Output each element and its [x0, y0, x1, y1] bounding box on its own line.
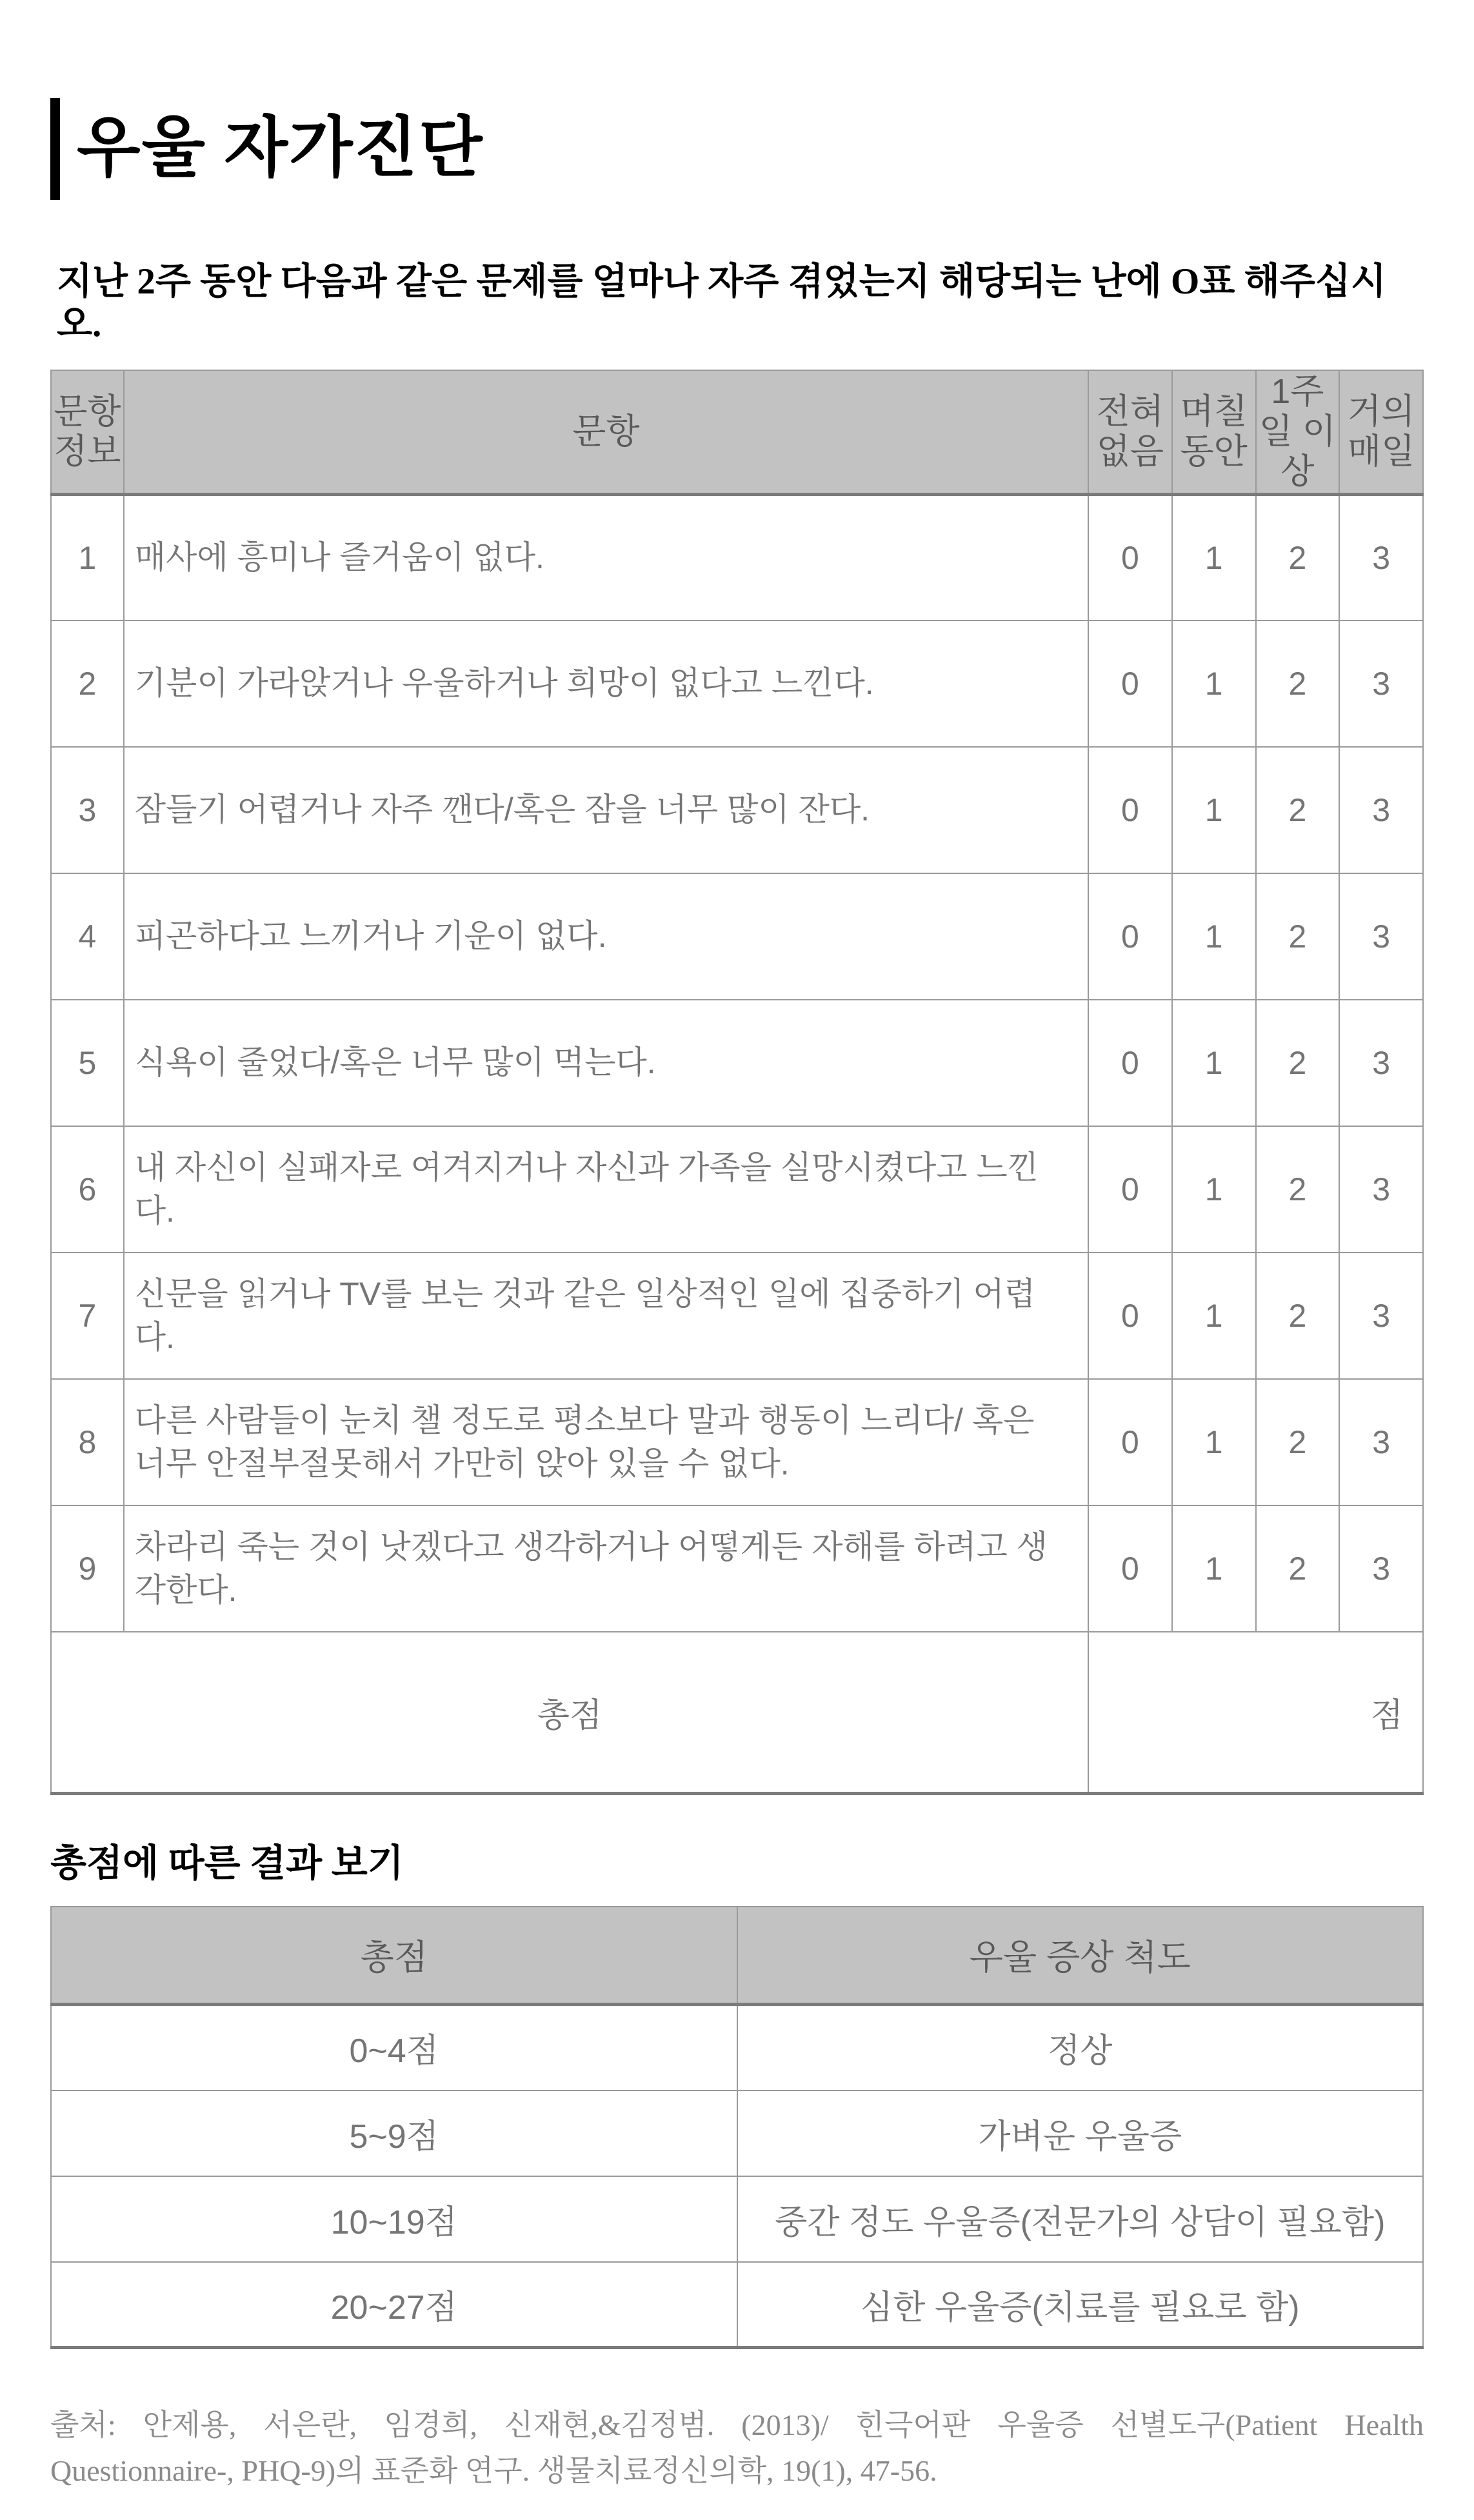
score-cell-3[interactable]: 3: [1339, 1000, 1423, 1126]
score-cell-2[interactable]: 2: [1256, 620, 1340, 747]
score-cell-0[interactable]: 0: [1088, 494, 1172, 620]
score-cell-0[interactable]: 0: [1088, 1505, 1172, 1632]
result-symptom-level: 중간 정도 우울증(전문가의 상담이 필요함): [737, 2176, 1424, 2262]
question-number: 2: [51, 620, 124, 747]
score-cell-0[interactable]: 0: [1088, 1253, 1172, 1379]
question-number: 5: [51, 1000, 124, 1126]
score-cell-1[interactable]: 1: [1172, 1379, 1256, 1505]
score-cell-0[interactable]: 0: [1088, 873, 1172, 1000]
total-score-blank[interactable]: 점: [1088, 1632, 1423, 1793]
score-cell-3[interactable]: 3: [1339, 620, 1423, 747]
question-number: 1: [51, 494, 124, 620]
question-text: 기분이 가라앉거나 우울하거나 희망이 없다고 느낀다.: [124, 620, 1088, 747]
column-header-question-info: 문항 정보: [51, 370, 124, 494]
score-cell-1[interactable]: 1: [1172, 873, 1256, 1000]
result-symptom-level: 심한 우울증(치료를 필요로 함): [737, 2262, 1424, 2348]
page-title: 우울 자가진단: [77, 112, 484, 185]
result-header-row: [51, 1907, 1423, 2005]
title-block: [50, 98, 1424, 200]
instruction-text: 지난 2주 동안 다음과 같은 문제를 얼마나 자주 겪었는지 해당되는 난에 O표 해주십시오.: [57, 261, 1386, 344]
score-cell-2[interactable]: 2: [1256, 494, 1340, 620]
question-text: 피곤하다고 느끼거나 기운이 없다.: [124, 873, 1088, 1000]
question-row: [51, 1379, 1423, 1505]
column-header-question: 문항: [124, 370, 1088, 494]
score-cell-2[interactable]: 2: [1256, 873, 1340, 1000]
score-cell-0[interactable]: 0: [1088, 747, 1172, 873]
score-cell-3[interactable]: 3: [1339, 1505, 1423, 1632]
column-header-option-2: 1주일 이상: [1256, 370, 1340, 494]
score-cell-1[interactable]: 1: [1172, 747, 1256, 873]
column-header-total-score: 총점: [51, 1907, 737, 2005]
questionnaire-table: [50, 370, 1424, 1795]
question-number: 4: [51, 873, 124, 1000]
result-table: [50, 1906, 1424, 2350]
question-number: 6: [51, 1126, 124, 1253]
title-accent-bar: [50, 98, 60, 200]
score-cell-2[interactable]: 2: [1256, 1000, 1340, 1126]
result-symptom-level: 정상: [737, 2005, 1424, 2090]
result-row: [51, 2090, 1423, 2176]
result-score-range: 0~4점: [51, 2005, 737, 2090]
score-cell-0[interactable]: 0: [1088, 1126, 1172, 1253]
question-text: 차라리 죽는 것이 낫겠다고 생각하거나 어떻게든 자해를 하려고 생각한다.: [124, 1505, 1088, 1632]
question-number: 9: [51, 1505, 124, 1632]
question-row: [51, 494, 1423, 620]
score-cell-1[interactable]: 1: [1172, 1253, 1256, 1379]
question-number: 3: [51, 747, 124, 873]
question-text: 잠들기 어렵거나 자주 깬다/혹은 잠을 너무 많이 잔다.: [124, 747, 1088, 873]
total-label: 총점: [51, 1632, 1088, 1793]
score-cell-1[interactable]: 1: [1172, 1126, 1256, 1253]
question-row: [51, 1505, 1423, 1632]
score-cell-2[interactable]: 2: [1256, 747, 1340, 873]
score-cell-3[interactable]: 3: [1339, 747, 1423, 873]
result-section-heading: 총점에 따른 결과 보기: [50, 1841, 404, 1884]
result-row: [51, 2005, 1423, 2090]
question-text: 신문을 읽거나 TV를 보는 것과 같은 일상적인 일에 집중하기 어렵다.: [124, 1253, 1088, 1379]
question-number: 8: [51, 1379, 124, 1505]
score-cell-2[interactable]: 2: [1256, 1126, 1340, 1253]
result-row: [51, 2262, 1423, 2348]
column-header-option-1: 며칠 동안: [1172, 370, 1256, 494]
question-number: 7: [51, 1253, 124, 1379]
score-cell-1[interactable]: 1: [1172, 620, 1256, 747]
question-text: 매사에 흥미나 즐거움이 없다.: [124, 494, 1088, 620]
score-cell-2[interactable]: 2: [1256, 1505, 1340, 1632]
result-symptom-level: 가벼운 우울증: [737, 2090, 1424, 2176]
score-cell-0[interactable]: 0: [1088, 1000, 1172, 1126]
score-cell-1[interactable]: 1: [1172, 1000, 1256, 1126]
score-cell-1[interactable]: 1: [1172, 494, 1256, 620]
result-score-range: 10~19점: [51, 2176, 737, 2262]
score-cell-3[interactable]: 3: [1339, 873, 1423, 1000]
score-cell-3[interactable]: 3: [1339, 1379, 1423, 1505]
result-row: [51, 2176, 1423, 2262]
citation-text: 출처: 안제용, 서은란, 임경희, 신재현,&김정범. (2013)/ 힌극어판 우울증 선별도구(Patient Health Questionnaire-, PHQ-9)의 표준화 연구. 생물치료정신의학, 19(1), 47-56.: [50, 2408, 1424, 2488]
result-score-range: 5~9점: [51, 2090, 737, 2176]
score-cell-1[interactable]: 1: [1172, 1505, 1256, 1632]
column-header-symptom-scale: 우울 증상 척도: [737, 1907, 1424, 2005]
column-header-option-3: 거의 매일: [1339, 370, 1423, 494]
score-cell-3[interactable]: 3: [1339, 494, 1423, 620]
question-row: [51, 620, 1423, 747]
score-cell-2[interactable]: 2: [1256, 1379, 1340, 1505]
question-text: 내 자신이 실패자로 여겨지거나 자신과 가족을 실망시켰다고 느낀다.: [124, 1126, 1088, 1253]
question-row: [51, 747, 1423, 873]
questionnaire-header-row: [51, 370, 1423, 494]
score-cell-3[interactable]: 3: [1339, 1126, 1423, 1253]
question-row: [51, 1000, 1423, 1126]
question-row: [51, 1126, 1423, 1253]
question-text: 다른 사람들이 눈치 챌 정도로 평소보다 말과 행동이 느리다/ 혹은 너무 안절부절못해서 가만히 앉아 있을 수 없다.: [124, 1379, 1088, 1505]
score-cell-0[interactable]: 0: [1088, 620, 1172, 747]
result-score-range: 20~27점: [51, 2262, 737, 2348]
question-row: [51, 1253, 1423, 1379]
score-cell-3[interactable]: 3: [1339, 1253, 1423, 1379]
score-cell-2[interactable]: 2: [1256, 1253, 1340, 1379]
score-cell-0[interactable]: 0: [1088, 1379, 1172, 1505]
question-row: [51, 873, 1423, 1000]
question-text: 식욕이 줄었다/혹은 너무 많이 먹는다.: [124, 1000, 1088, 1126]
total-row: [51, 1632, 1423, 1793]
column-header-option-0: 전혀 없음: [1088, 370, 1172, 494]
